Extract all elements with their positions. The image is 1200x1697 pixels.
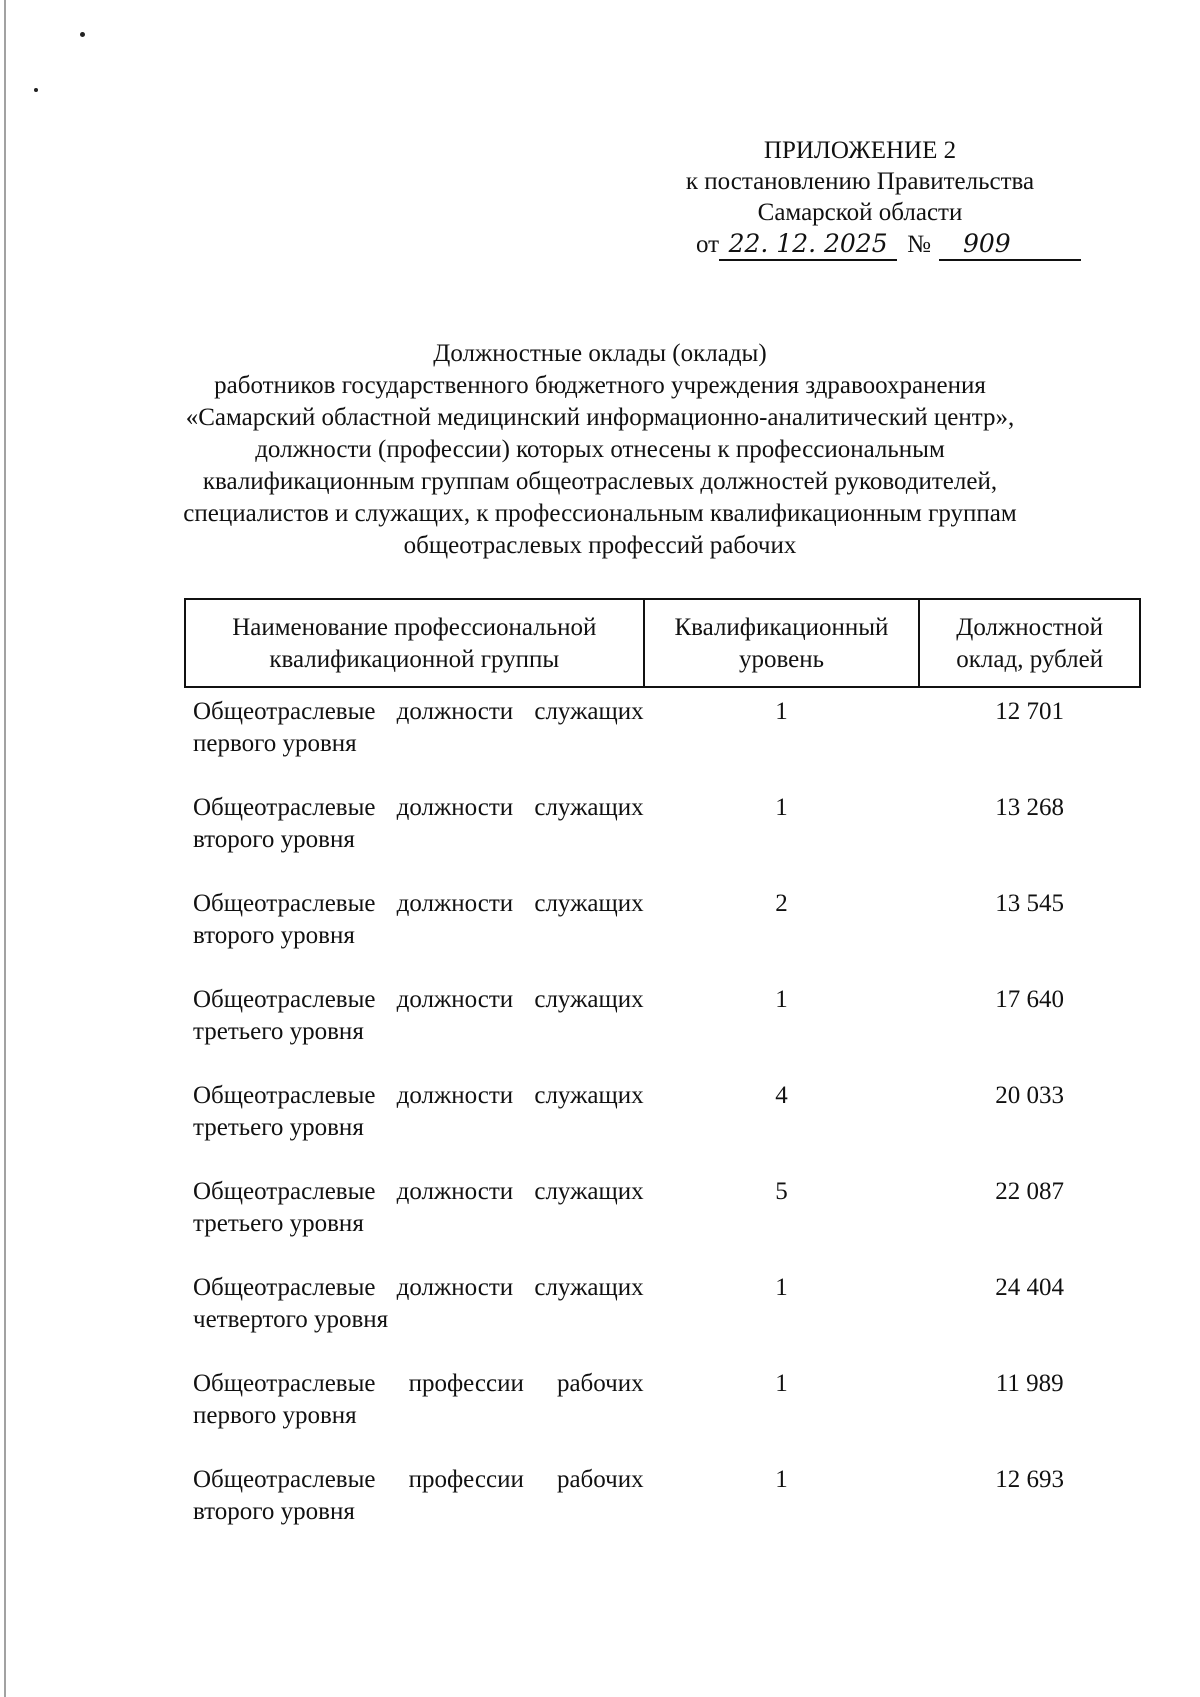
handwritten-date: 22. 12. 2025: [719, 228, 897, 261]
appendix-header: [620, 135, 1100, 261]
cell-level: 1: [775, 794, 788, 821]
cell-group: Общеотраслевые должности служащих первого уровня: [193, 698, 644, 757]
table-row: [185, 1264, 1140, 1360]
appendix-region-line: Самарской области: [757, 199, 963, 226]
appendix-title: ПРИЛОЖЕНИЕ 2: [763, 137, 957, 164]
cell-level: 2: [775, 890, 788, 917]
table-row: [185, 1456, 1140, 1552]
cell-group: Общеотраслевые должности служащих второго уровня: [193, 794, 644, 853]
cell-level: 1: [775, 1466, 788, 1493]
cell-group: Общеотраслевые должности служащих третьего уровня: [193, 986, 644, 1045]
salary-table: [184, 598, 1141, 1552]
cell-salary: 12 693: [995, 1466, 1065, 1493]
table-row: [185, 784, 1140, 880]
date-prefix: от: [696, 231, 720, 258]
document-title: [150, 338, 1050, 562]
handwritten-number: 909: [939, 228, 1081, 261]
cell-group: Общеотраслевые профессии рабочих первого уровня: [193, 1370, 644, 1429]
appendix-date-line: [620, 228, 1100, 261]
cell-salary: 17 640: [995, 986, 1065, 1013]
title-line: общеотраслевых профессий рабочих: [403, 532, 797, 559]
title-line: работников государственного бюджетного учреждения здравоохранения: [214, 372, 986, 399]
cell-level: 1: [775, 1370, 788, 1397]
title-line: специалистов и служащих, к профессиональным квалификационным группам: [183, 500, 1017, 527]
cell-level: 4: [775, 1082, 788, 1109]
title-line: должности (профессии) которых отнесены к профессиональным: [255, 436, 945, 463]
header-group-name: Наименование профессиональной квалификационной группы: [185, 599, 644, 687]
cell-level: 1: [775, 986, 788, 1013]
cell-group: Общеотраслевые должности служащих четвертого уровня: [193, 1274, 644, 1333]
cell-level: 1: [775, 1274, 788, 1301]
cell-group: Общеотраслевые профессии рабочих второго уровня: [193, 1466, 644, 1525]
scan-speck: [80, 32, 85, 37]
cell-salary: 24 404: [995, 1274, 1065, 1301]
table-row: [185, 687, 1140, 784]
number-label: №: [907, 231, 931, 258]
table-row: [185, 1360, 1140, 1456]
cell-salary: 13 545: [995, 890, 1065, 917]
header-salary: Должностной оклад, рублей: [919, 599, 1140, 687]
cell-group: Общеотраслевые должности служащих третьего уровня: [193, 1178, 644, 1237]
appendix-decree-line: к постановлению Правительства: [685, 168, 1035, 195]
cell-group: Общеотраслевые должности служащих второго уровня: [193, 890, 644, 949]
cell-salary: 20 033: [995, 1082, 1065, 1109]
title-line: квалификационным группам общеотраслевых должностей руководителей,: [202, 468, 998, 495]
table-row: [185, 880, 1140, 976]
cell-level: 5: [775, 1178, 788, 1205]
cell-salary: 13 268: [995, 794, 1065, 821]
table-header-row: [185, 599, 1140, 687]
title-line: «Самарский областной медицинский информационно-аналитический центр»,: [185, 404, 1015, 431]
cell-salary: 22 087: [995, 1178, 1065, 1205]
header-qualification-level: Квалификационный уровень: [644, 599, 920, 687]
cell-salary: 12 701: [995, 698, 1065, 725]
cell-salary: 11 989: [995, 1370, 1064, 1397]
table-row: [185, 976, 1140, 1072]
table-row: [185, 1168, 1140, 1264]
cell-group: Общеотраслевые должности служащих третьего уровня: [193, 1082, 644, 1141]
title-line: Должностные оклады (оклады): [433, 340, 767, 367]
scan-edge-line: [4, 0, 6, 1697]
scan-speck: [34, 88, 38, 92]
cell-level: 1: [775, 698, 788, 725]
table-row: [185, 1072, 1140, 1168]
